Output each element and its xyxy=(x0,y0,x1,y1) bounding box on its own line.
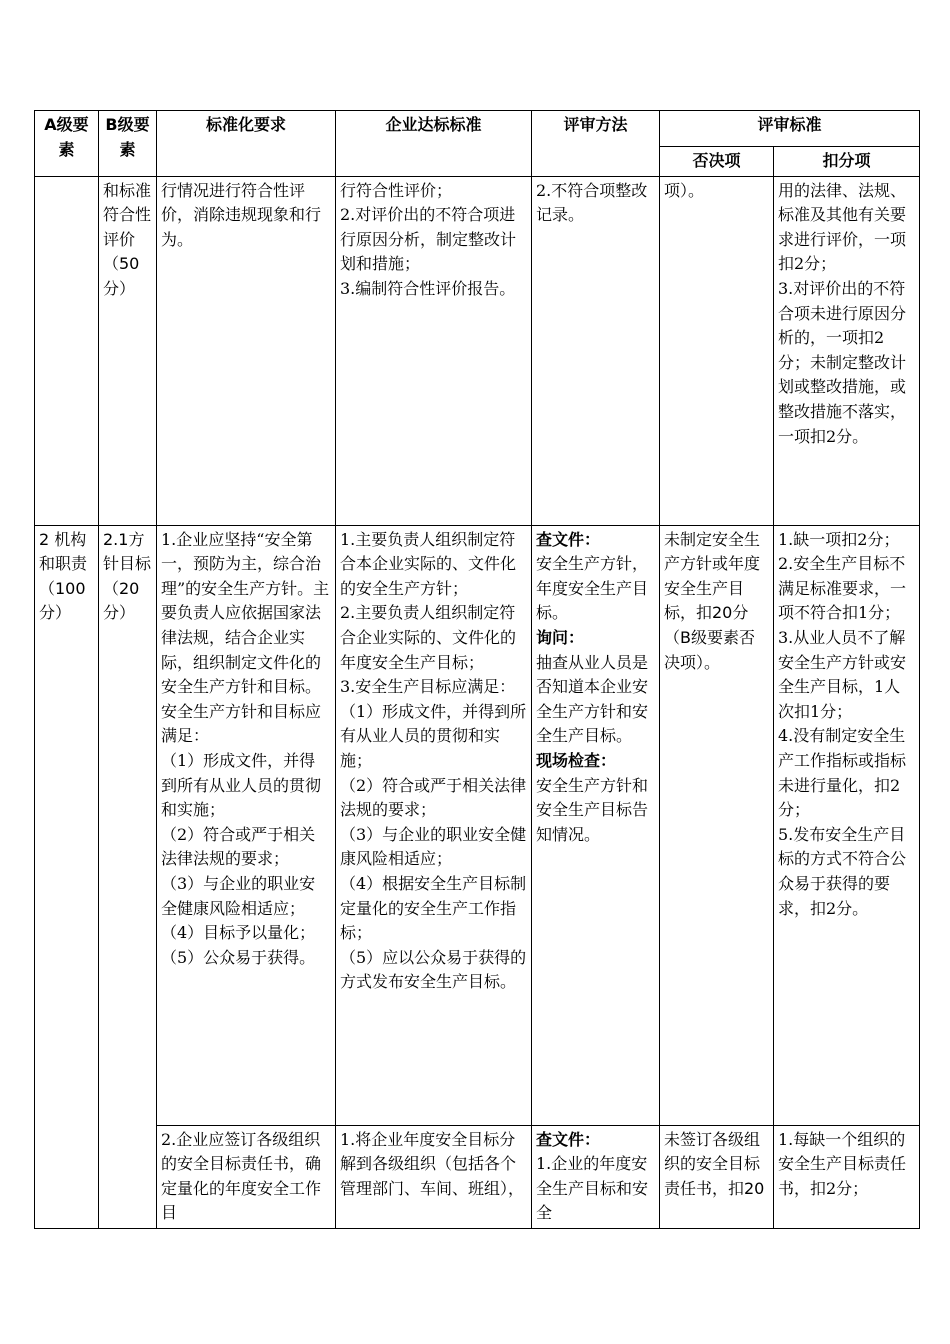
enterprise-standard-cell xyxy=(336,525,532,1125)
review-method-cell: 2.不符合项整改记录。 xyxy=(532,176,660,525)
method-text: 安全生产方针，年度安全生产目标。 xyxy=(536,554,649,623)
deduct-line: 3.对评价出的不符合项未进行原因分析的，一项扣2分；未制定整改计划或整改措施，或整改措施不落实，一项扣2分。 xyxy=(778,278,907,446)
b-level-cell: 和标准符合性评价（50分） xyxy=(99,176,157,525)
a-level-cell xyxy=(35,176,99,525)
requirement-cell xyxy=(157,1125,336,1228)
req-text: 2.企业应签订各级组织的安全目标责任书，确定量化的年度安全工作目 xyxy=(161,1129,322,1223)
std-line: 行符合性评价； xyxy=(340,180,453,200)
review-method-cell xyxy=(532,525,660,1125)
deduct-line: 3.从业人员不了解安全生产方针或安全生产目标，1人次扣1分； xyxy=(778,627,907,721)
std-line: （4）根据安全生产目标制定量化的安全生产工作指标； xyxy=(340,873,527,943)
std-text: 1.将企业年度安全目标分解到各级组织（包括各个管理部门、车间、班组）， xyxy=(340,1129,525,1198)
table-row xyxy=(35,1125,920,1228)
header-a-level: A级要素 xyxy=(35,111,99,177)
deduct-line: 用的法律、法规、标准及其他有关要求进行评价，一项扣2分； xyxy=(778,180,907,274)
requirement-cell xyxy=(157,525,336,1125)
deduct-line: 1.缺一项扣2分； xyxy=(778,529,900,549)
deduct-line: 2.安全生产目标不满足标准要求，一项不符合扣1分； xyxy=(778,554,907,623)
deduct-cell xyxy=(774,525,920,1125)
enterprise-standard-cell xyxy=(336,176,532,525)
a-level-cell: 2 机构和职责（100分） xyxy=(35,525,99,1228)
req-line: （5）公众易于获得。 xyxy=(161,947,316,967)
table-row xyxy=(35,176,920,525)
deduct-cell xyxy=(774,1125,920,1228)
req-line: （3）与企业的职业安全健康风险相适应； xyxy=(161,873,316,918)
deduct-text: 1.每缺一个组织的安全生产目标责任书，扣2分； xyxy=(778,1129,907,1198)
header-b-level: B级要素 xyxy=(99,111,157,177)
method-text: 抽查从业人员是否知道本企业安全生产方针和安全生产目标。 xyxy=(536,652,649,746)
header-enterprise-standard: 企业达标标准 xyxy=(336,111,532,177)
method-label: 查文件： xyxy=(536,1129,601,1149)
method-text: 1.企业的年度安全生产目标和安全 xyxy=(536,1154,649,1223)
enterprise-standard-cell xyxy=(336,1125,532,1228)
std-line: （5）应以公众易于获得的方式发布安全生产目标。 xyxy=(340,947,527,992)
requirement-cell: 行情况进行符合性评价，消除违规现象和行为。 xyxy=(157,176,336,525)
method-label: 查文件： xyxy=(536,529,601,549)
veto-cell: 项）。 xyxy=(660,176,774,525)
method-block xyxy=(536,1128,655,1226)
deduct-line: 5.发布安全生产目标的方式不符合公众易于获得的要求，扣2分。 xyxy=(778,824,907,918)
header-standard-requirement: 标准化要求 xyxy=(157,111,336,177)
veto-cell xyxy=(660,1125,774,1228)
std-line: （2）符合或严于相关法律法规的要求； xyxy=(340,775,527,820)
std-line: 1.主要负责人组织制定符合本企业实际的、文件化的安全生产方针； xyxy=(340,529,517,598)
std-line: 2.对评价出的不符合项进行原因分析，制定整改计划和措施； xyxy=(340,205,517,274)
veto-cell: 未制定安全生产方针或年度安全生产目标，扣20分（B级要素否决项）。 xyxy=(660,525,774,1125)
std-line: （3）与企业的职业安全健康风险相适应； xyxy=(340,824,527,869)
req-line: （1）形成文件，并得到所有从业人员的贯彻和实施； xyxy=(161,750,322,820)
table-row xyxy=(35,525,920,1125)
header-veto: 否决项 xyxy=(660,147,774,177)
b-level-cell: 2.1方针目标（20分） xyxy=(99,525,157,1228)
header-review-method: 评审方法 xyxy=(532,111,660,177)
header-deduct: 扣分项 xyxy=(774,147,920,177)
req-line: （4）目标予以量化； xyxy=(161,923,316,943)
req-line: 1.企业应坚持“安全第一，预防为主，综合治理”的安全生产方针。主要负责人应依据国家法律法规，结合企业实际，组织制定文件化的安全生产方针和目标。安全生产方针和目标应满足： xyxy=(161,529,330,746)
method-text: 安全生产方针和安全生产目标告知情况。 xyxy=(536,775,649,844)
std-line: （1）形成文件，并得到所有从业人员的贯彻和实施； xyxy=(340,701,527,770)
req-line: （2）符合或严于相关法律法规的要求； xyxy=(161,824,316,869)
std-line: 3.安全生产目标应满足： xyxy=(340,677,516,697)
method-label: 询问： xyxy=(536,627,585,647)
deduct-line: 4.没有制定安全生产工作指标或指标未进行量化，扣2分； xyxy=(778,726,907,820)
header-review-criteria: 评审标准 xyxy=(660,111,920,147)
review-method-cell xyxy=(532,1125,660,1228)
veto-text: 未签订各级组织的安全目标责任书，扣20 xyxy=(664,1129,765,1198)
std-line: 3.编制符合性评价报告。 xyxy=(340,278,516,298)
std-line: 2.主要负责人组织制定符合企业实际的、文件化的年度安全生产目标； xyxy=(340,603,517,672)
standards-table xyxy=(34,110,920,1229)
deduct-cell xyxy=(774,176,920,525)
method-label: 现场检查： xyxy=(536,750,617,770)
